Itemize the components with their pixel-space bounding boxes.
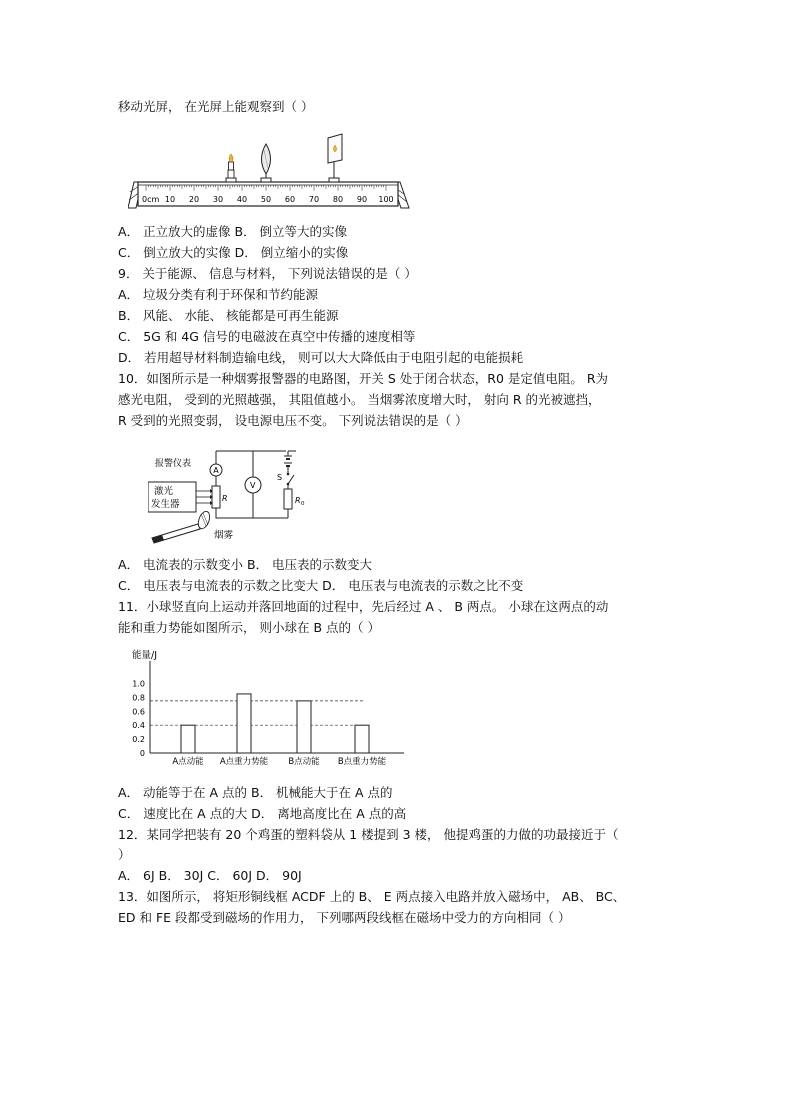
ammeter-label: A: [213, 466, 219, 475]
q10-options-ab: A． 电流表的示数变小 B． 电压表的示数变大: [118, 557, 373, 572]
question-11-line-2: 能和重力势能如图所示， 则小球在 B 点的（ ）: [118, 620, 380, 635]
switch-label: S: [277, 473, 283, 482]
q10-options-cd: C． 电压表与电流表的示数之比变大 D． 电压表与电流表的示数之比不变: [118, 578, 524, 593]
smoke-label: 烟雾: [214, 530, 234, 541]
chart-bars: [181, 694, 369, 753]
switch-icon: [287, 473, 294, 486]
photoresistor-label: R: [222, 494, 228, 503]
question-12-line-2: ）: [118, 847, 131, 862]
ruler-tick-label: 20: [188, 195, 200, 204]
q9-option-d: D． 若用超导材料制造输电线， 则可以大大降低由于电阻引起的电能损耗: [118, 350, 524, 365]
r0-subscript: 0: [301, 501, 305, 507]
photoresistor-r: [212, 486, 220, 508]
q12-options: A． 6J B． 30J C． 60J D． 90J: [118, 868, 302, 883]
question-12-line-1: 12．某同学把装有 20 个鸡蛋的塑料袋从 1 楼提到 3 楼， 他提鸡蛋的力做的功最接近于（: [118, 827, 619, 842]
ruler-tick-label: 50: [260, 195, 272, 204]
laser-beams: [196, 489, 213, 505]
chart-bar: [355, 725, 369, 753]
ruler-tick-label: 40: [236, 195, 248, 204]
laser-label-line2: 发生器: [151, 499, 180, 510]
ruler-tick-label: 80: [332, 195, 344, 204]
alarm-meter-label: 报警仪表: [155, 459, 192, 469]
question-9-stem: 9． 关于能源、 信息与材料， 下列说法错误的是（ ）: [118, 266, 417, 281]
chart-category-label: A点动能: [172, 757, 204, 767]
chart-y-tick-label: 0.2: [132, 735, 145, 745]
chart-bar: [237, 694, 251, 753]
chart-y-ticks: [132, 680, 145, 759]
chart-category-label: B点重力势能: [337, 757, 387, 767]
chart-y-axis-label: 能量/J: [132, 650, 158, 661]
chart-category-label: A点重力势能: [219, 757, 269, 767]
ruler-tick-label: 10: [164, 195, 176, 204]
chart-y-tick-label: 0.6: [132, 707, 145, 717]
chart-y-tick-label: 1.0: [132, 679, 145, 689]
question-10-line-3: R 受到的光照变弱， 设电源电压不变。 下列说法错误的是（ ）: [118, 413, 468, 428]
ruler-tick-label: 0cm: [142, 195, 160, 204]
ruler-tick-label: 100: [378, 195, 394, 204]
energy-bar-chart: [128, 646, 410, 772]
convex-lens-icon: [261, 144, 271, 182]
resistor-r0: [284, 489, 292, 509]
ruler-tick-label: 30: [212, 195, 224, 204]
optical-bench-figure: [128, 128, 413, 214]
r0-label: R: [295, 496, 301, 505]
question-10-line-1: 10．如图所示是一种烟雾报警器的电路图，开关 S 处于闭合状态，R0 是定值电阻。 R为: [118, 371, 609, 386]
light-screen-icon: [328, 134, 342, 182]
ruler-tick-label: 90: [356, 195, 368, 204]
question-13-line-1: 13．如图所示， 将矩形铜线框 ACDF 上的 B、 E 两点接入电路并放入磁场中， AB、 BC、: [118, 889, 626, 904]
ruler-tick-label: 60: [284, 195, 296, 204]
ruler-tick-label: 70: [308, 195, 320, 204]
q9-option-b: B． 风能、 水能、 核能都是可再生能源: [118, 308, 339, 323]
chart-y-tick-label: 0.8: [132, 693, 145, 703]
q11-options-cd: C． 速度比在 A 点的大 D． 离地高度比在 A 点的高: [118, 806, 407, 821]
q9-option-c: C． 5G 和 4G 信号的电磁波在真空中传播的速度相等: [118, 329, 416, 344]
question-8-stem-end: 移动光屏， 在光屏上能观察到（ ）: [118, 99, 314, 114]
q9-option-a: A． 垃圾分类有利于环保和节约能源: [118, 287, 319, 302]
battery-icon: [284, 456, 292, 466]
cigarette-icon: [152, 510, 212, 543]
question-11-line-1: 11．小球竖直向上运动并落回地面的过程中，先后经过 A 、 B 两点。 小球在这两点的动: [118, 599, 609, 614]
q8-options-cd: C． 倒立放大的实像 D． 倒立缩小的实像: [118, 245, 349, 260]
chart-category-label: B点动能: [288, 757, 320, 767]
candle-icon: [226, 154, 236, 182]
voltmeter-label: V: [250, 481, 256, 490]
question-10-line-2: 感光电阻， 受到的光照越强， 其阻值越小。 当烟雾浓度增大时， 射向 R 的光被遮挡，: [118, 392, 601, 407]
smoke-alarm-circuit-figure: [148, 442, 318, 548]
q11-options-ab: A． 动能等于在 A 点的 B． 机械能大于在 A 点的: [118, 785, 393, 800]
chart-reference-lines: [150, 701, 364, 725]
chart-category-labels: [172, 756, 386, 767]
chart-y-tick-label: 0: [139, 749, 145, 758]
chart-y-tick-label: 0.4: [132, 721, 145, 731]
laser-label-line1: 激光: [154, 486, 174, 497]
chart-bar: [297, 701, 311, 753]
q8-options-ab: A． 正立放大的虚像 B． 倒立等大的实像: [118, 224, 348, 239]
question-13-line-2: ED 和 FE 段都受到磁场的作用力， 下列哪两段线框在磁场中受力的方向相同（ ）: [118, 910, 571, 925]
chart-bar: [181, 725, 195, 753]
